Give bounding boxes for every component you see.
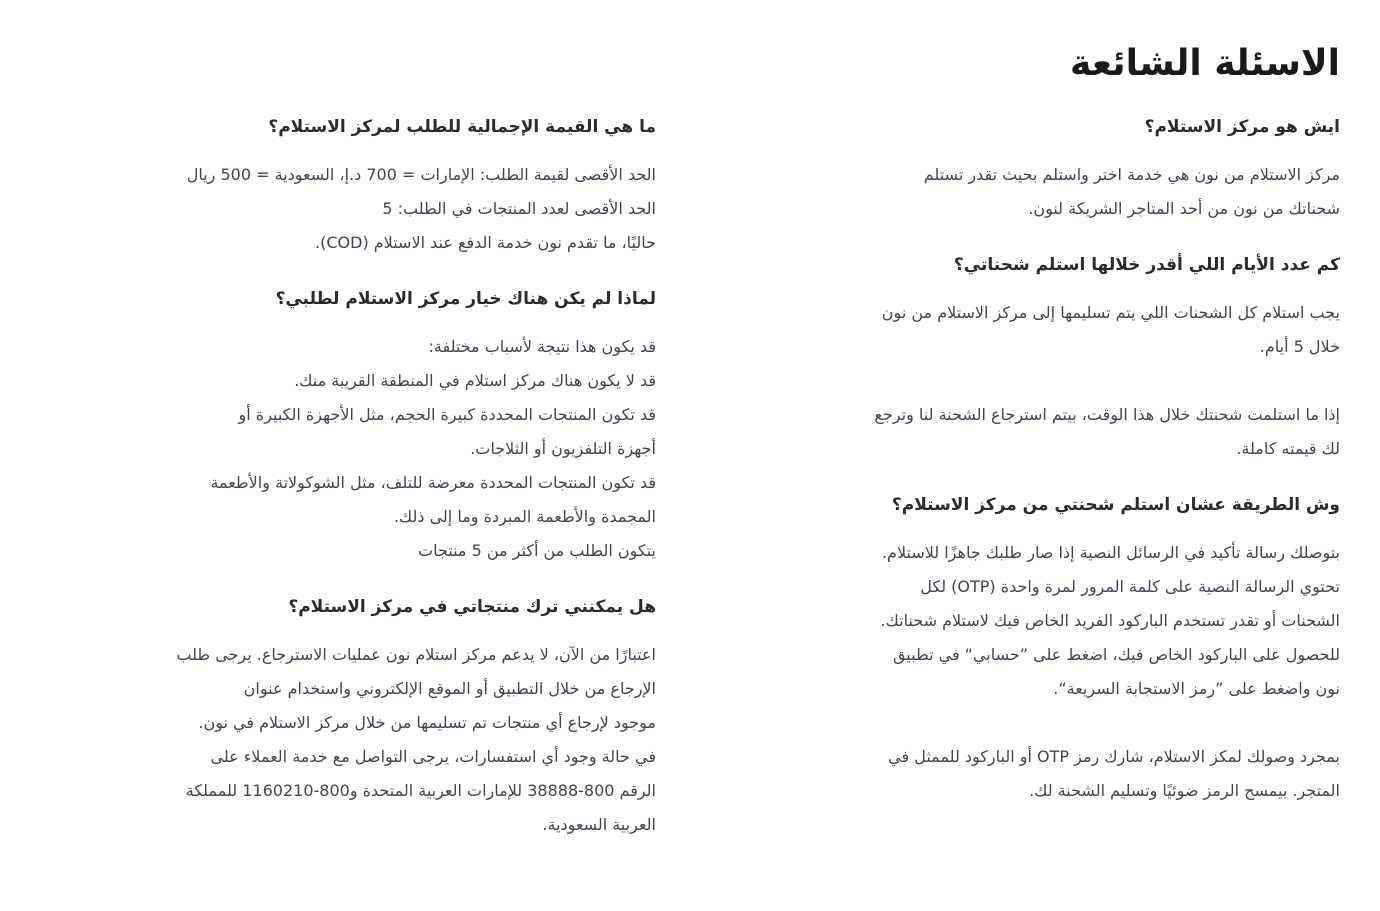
faq-answer — [31, 330, 656, 568]
faq-column-right — [715, 110, 1340, 830]
faq-item — [715, 110, 1340, 226]
answer-line: الرقم 800-38888 للإمارات العربية المتحدة و800-1160210 للمملكة — [185, 781, 656, 800]
answer-line: أجهزة التلفزيون أو الثلاجات. — [470, 439, 656, 458]
answer-line: للحصول على الباركود الخاص فيك، اضغط على ”حسابي“ في تطبيق — [892, 645, 1340, 664]
answer-line: العربية السعودية. — [542, 815, 656, 834]
answer-line: موجود لإرجاع أي منتجات تم تسليمها من خلال مركز الاستلام في نون. — [198, 713, 656, 732]
faq-item — [31, 590, 656, 842]
faq-item — [715, 488, 1340, 808]
faq-answer — [31, 158, 656, 260]
answer-line: بتوصلك رسالة تأكيد في الرسائل النصية إذا صار طلبك جاهزًا للاستلام. — [881, 543, 1340, 562]
answer-line: بمجرد وصولك لمكز الاستلام، شارك رمز OTP أو الباركود للممثل في — [888, 747, 1340, 766]
answer-line: الحد الأقصى لعدد المنتجات في الطلب: 5 — [382, 199, 656, 218]
faq-answer — [715, 158, 1340, 226]
faq-item — [31, 110, 656, 260]
answer-line: لك قيمته كاملة. — [1236, 439, 1340, 458]
answer-line: قد تكون المنتجات المحددة معرضة للتلف، مثل الشوكولاتة والأطعمة — [210, 473, 656, 492]
faq-question: لماذا لم يكن هناك خيار مركز الاستلام لطلبي؟ — [275, 289, 656, 309]
answer-line: قد لا يكون هناك مركز استلام في المنطقة القريبة منك. — [294, 371, 656, 390]
answer-line: يجب استلام كل الشحنات اللي يتم تسليمها إلى مركز الاستلام من نون — [881, 303, 1340, 322]
faq-question: وش الطريقة عشان استلم شحنتي من مركز الاستلام؟ — [891, 495, 1340, 515]
faq-answer — [715, 536, 1340, 808]
answer-line: المجمدة والأطعمة المبردة وما إلى ذلك. — [393, 507, 656, 526]
answer-line: يتكون الطلب من أكثر من 5 منتجات — [418, 541, 656, 560]
faq-column-left — [31, 110, 656, 864]
faq-question: كم عدد الأيام اللي أقدر خلالها استلم شحناتي؟ — [953, 255, 1340, 275]
answer-line: تحتوي الرسالة النصية على كلمة المرور لمرة واحدة (OTP) لكل — [920, 577, 1340, 596]
answer-line: خلال 5 أيام. — [1259, 337, 1340, 356]
answer-line: مركز الاستلام من نون هي خدمة اختر واستلم بحيث تقدر تستلم — [923, 165, 1340, 184]
faq-answer — [31, 638, 656, 842]
faq-question: ايش هو مركز الاستلام؟ — [1144, 117, 1340, 137]
answer-line: المتجر. بيمسح الرمز ضوئيًا وتسليم الشحنة لك. — [1029, 781, 1340, 800]
answer-line: الشحنات أو تقدر تستخدم الباركود الفريد الخاص فيك لاستلام شحناتك. — [880, 611, 1340, 630]
answer-line: الإرجاع من خلال التطبيق أو الموقع الإلكتروني واستخدام عنوان — [243, 679, 656, 698]
page-title: الاسئلة الشائعة — [1070, 43, 1340, 84]
faq-question: هل يمكنني ترك منتجاتي في مركز الاستلام؟ — [288, 597, 656, 617]
answer-line: قد تكون المنتجات المحددة كبيرة الحجم، مثل الأجهزة الكبيرة أو — [238, 405, 656, 424]
answer-line: الحد الأقصى لقيمة الطلب: الإمارات = 700 د.إ، السعودية = 500 ريال — [186, 165, 656, 184]
answer-line: حاليًا، ما تقدم نون خدمة الدفع عند الاستلام (COD). — [315, 233, 656, 252]
answer-line: نون واضغط على ”رمز الاستجابة السريعة“. — [1053, 679, 1340, 698]
faq-answer — [715, 296, 1340, 466]
faq-item — [31, 282, 656, 568]
answer-line: شحناتك من نون من أحد المتاجر الشريكة لنون. — [1028, 199, 1340, 218]
answer-line: إذا ما استلمت شحنتك خلال هذا الوقت، بيتم استرجاع الشحنة لنا وترجع — [874, 405, 1340, 424]
answer-line: قد يكون هذا نتيجة لأسباب مختلفة: — [428, 337, 656, 356]
answer-line: في حالة وجود أي استفسارات، يرجى التواصل مع خدمة العملاء على — [210, 747, 656, 766]
answer-line: اعتبارًا من الآن، لا يدعم مركز استلام نون عمليات الاسترجاع. يرجى طلب — [176, 645, 656, 664]
faq-item — [715, 248, 1340, 466]
faq-question: ما هي القيمة الإجمالية للطلب لمركز الاستلام؟ — [268, 117, 656, 137]
